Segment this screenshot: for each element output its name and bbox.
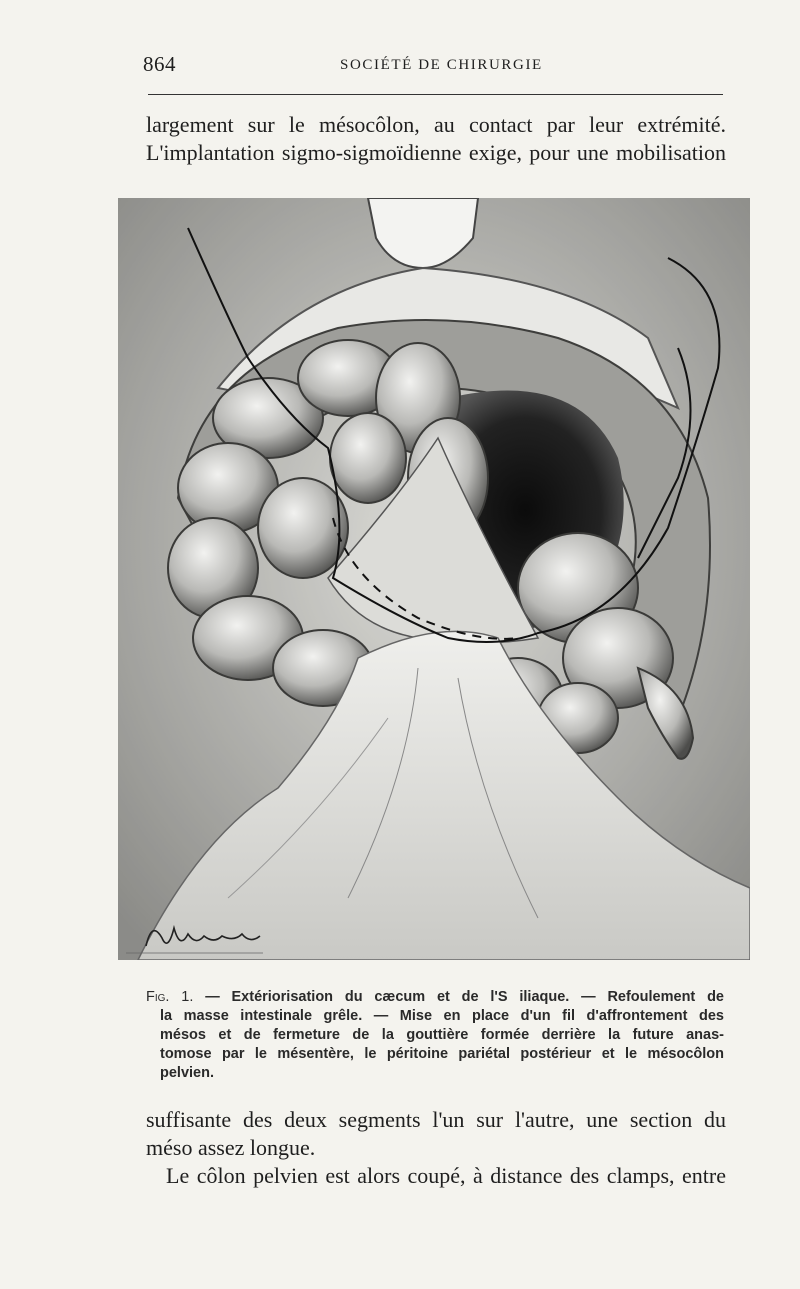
body-text-line: méso assez longue. bbox=[146, 1135, 316, 1160]
body-text-line: Le côlon pelvien est alors coupé, à distance des clamps, entre bbox=[166, 1163, 726, 1188]
surgical-illustration bbox=[118, 198, 750, 960]
caption-line: la masse intestinale grêle. — Mise en place d'un fil d'affrontement des bbox=[160, 1008, 724, 1024]
caption-line: mésos et de fermeture de la gouttière formée derrière la future anas- bbox=[160, 1027, 724, 1043]
header-rule bbox=[148, 94, 723, 95]
figure-caption bbox=[146, 988, 724, 1083]
caption-line: tomose par le mésentère, le péritoine pariétal postérieur et le mésocôlon bbox=[160, 1046, 724, 1062]
page-number: 864 bbox=[143, 52, 176, 76]
body-text-line: L'implantation sigmo-sigmoïdienne exige, pour une mobilisation bbox=[146, 140, 726, 165]
caption-line: — Extériorisation du cæcum et de l'S iliaque. — Refoulement de bbox=[205, 989, 724, 1005]
caption-line: pelvien. bbox=[160, 1065, 214, 1081]
body-text-line: suffisante des deux segments l'un sur l'autre, une section du bbox=[146, 1107, 726, 1132]
running-head: SOCIÉTÉ DE CHIRURGIE bbox=[340, 57, 543, 73]
figure-label: Fig. 1. bbox=[146, 989, 194, 1005]
body-text-line: largement sur le mésocôlon, au contact par leur extrémité. bbox=[146, 112, 726, 137]
